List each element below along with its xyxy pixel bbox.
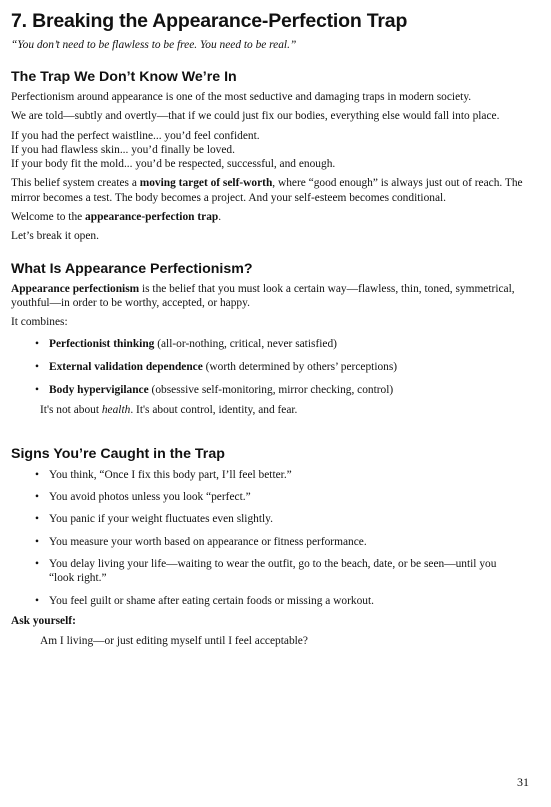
list-item	[11, 360, 531, 374]
list-item	[11, 594, 531, 608]
list-item	[11, 490, 531, 504]
paragraph-definition	[11, 282, 531, 311]
paragraph-welcome	[11, 210, 531, 224]
if-line: If your body fit the mold... you’d be respected, successful, and enough.	[11, 158, 336, 171]
list-item-text: You feel guilt or shame after eating certain foods or missing a workout.	[49, 594, 374, 607]
emphasis-health: health	[101, 404, 131, 417]
chapter-title: 7. Breaking the Appearance-Perfection Trap	[11, 10, 408, 32]
text-run: .	[218, 211, 222, 224]
list-item-text: (worth determined by others’ perceptions)	[202, 360, 398, 373]
combines-list	[11, 337, 531, 398]
text-run: , where “good enough” is always just out of reach. The mirror becomes a test. The body becomes a project. And your self-esteem becomes conditional.	[11, 177, 523, 204]
if-line: If you had flawless skin... you’d finally be loved.	[11, 143, 235, 156]
paragraph-told: We are told—subtly and overtly—that if we could just fix our bodies, everything else would fall into place.	[11, 110, 500, 123]
list-item	[11, 512, 531, 526]
page-content	[11, 8, 531, 648]
signs-list	[11, 468, 531, 608]
list-item	[11, 468, 531, 482]
list-item	[11, 557, 531, 586]
emphasis-trap-name: appearance-perfection trap	[85, 211, 219, 224]
bullet-icon: •	[35, 491, 39, 504]
text-run: . It's about control, identity, and fear.	[130, 404, 298, 417]
paragraph-belief	[11, 176, 531, 205]
list-item	[11, 337, 531, 351]
list-item-text: (all-or-nothing, critical, never satisfied)	[154, 337, 337, 350]
section-heading-signs: Signs You’re Caught in the Trap	[11, 445, 225, 462]
text-run: It's not about	[40, 404, 102, 417]
emphasis-moving-target: moving target of self-worth	[139, 177, 273, 190]
text-run: This belief system creates a	[11, 177, 140, 190]
bullet-icon: •	[35, 535, 39, 548]
ask-yourself-question: Am I living—or just editing myself until I feel acceptable?	[40, 635, 308, 648]
bullet-icon: •	[35, 557, 39, 570]
list-item-text: You panic if your weight fluctuates even slightly.	[49, 513, 273, 526]
ask-yourself-label: Ask yourself:	[11, 614, 76, 627]
bullet-icon: •	[35, 337, 39, 350]
bullet-icon: •	[35, 360, 39, 373]
if-line: If you had the perfect waistline... you’d feel confident.	[11, 129, 260, 142]
paragraph-intro: Perfectionism around appearance is one of the most seductive and damaging traps in modern society.	[11, 91, 472, 103]
text-run: Welcome to the	[11, 211, 86, 224]
list-item-lead: Perfectionist thinking	[49, 337, 155, 350]
list-item-text: You think, “Once I fix this body part, I’ll feel better.”	[49, 468, 292, 481]
emphasis-definition-term: Appearance perfectionism	[11, 282, 140, 295]
bullet-icon: •	[35, 468, 39, 481]
chapter-quote: “You don’t need to be flawless to be free. You need to be real.”	[11, 39, 297, 51]
list-item-text: You delay living your life—waiting to wear the outfit, go to the beach, date, or be seen—until you “look right.”	[49, 557, 497, 585]
bullet-icon: •	[35, 384, 39, 397]
paragraph-if-lines	[11, 129, 531, 172]
text-run: is the belief that you must look a certain way—flawless, thin, toned, symmetrical, youthful—in order to be worthy, accepted, or happy.	[11, 282, 515, 309]
bullet-icon: •	[35, 594, 39, 607]
paragraph-combines: It combines:	[11, 316, 68, 329]
list-item	[11, 383, 531, 397]
bullet-icon: •	[35, 513, 39, 526]
paragraph-break-open: Let’s break it open.	[11, 230, 99, 243]
list-item-text: You avoid photos unless you look “perfect.”	[49, 491, 251, 504]
list-item-lead: Body hypervigilance	[49, 384, 149, 397]
list-item-lead: External validation dependence	[49, 360, 203, 373]
page-number: 31	[517, 775, 529, 789]
section-heading-what-is: What Is Appearance Perfectionism?	[11, 260, 253, 277]
list-item-text: You measure your worth based on appearance or fitness performance.	[49, 535, 367, 548]
section-heading-trap: The Trap We Don’t Know We’re In	[11, 69, 237, 85]
paragraph-not-health	[11, 403, 531, 417]
list-item	[11, 535, 531, 549]
list-item-text: (obsessive self-monitoring, mirror checking, control)	[148, 384, 394, 397]
